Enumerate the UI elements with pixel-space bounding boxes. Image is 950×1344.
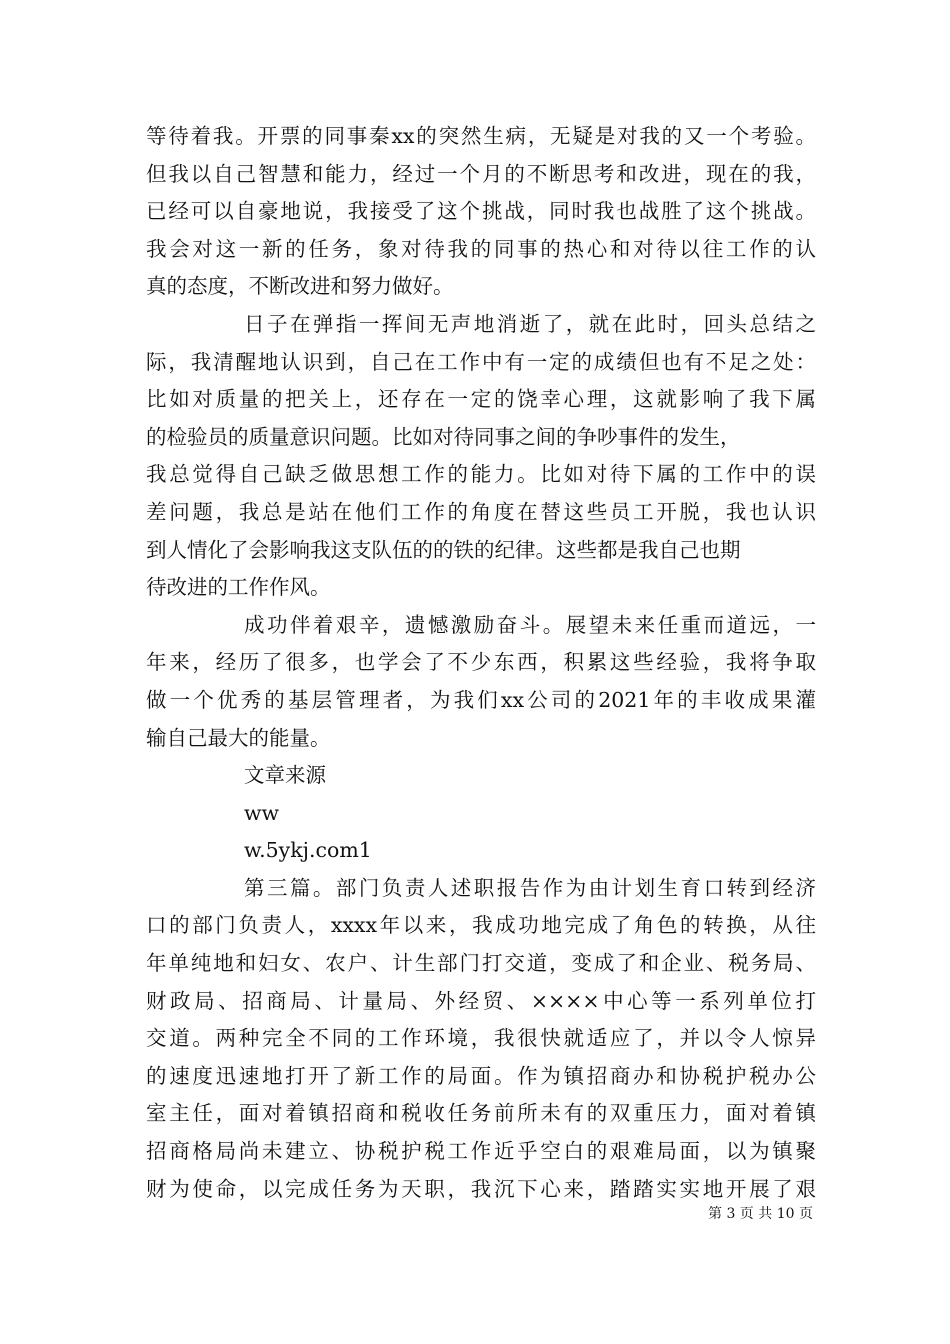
page-footer: 第 3 页 共 10 页	[708, 1206, 813, 1222]
text-line: 到人情化了会影响我这支队伍的的铁的纪律。这些都是我自己也期	[146, 537, 741, 562]
text-line: 室主任，面对着镇招商和税收任务前所未有的双重压力，面对着镇	[146, 1101, 816, 1126]
text-line: 的速度迅速地打开了新工作的局面。作为镇招商办和协税护税办公	[146, 1063, 816, 1088]
text-line: 待改进的工作作风。	[146, 575, 331, 600]
text-line: 年单纯地和妇女、农户、计生部门打交道，变成了和企业、税务局、	[146, 951, 816, 976]
text-line: 财政局、招商局、计量局、外经贸、××××中心等一系列单位打	[146, 988, 816, 1013]
text-line: 已经可以自豪地说，我接受了这个挑战，同时我也战胜了这个挑战。	[146, 199, 816, 224]
text-line: 比如对质量的把关上，还存在一定的饶幸心理，这就影响了我下属	[146, 387, 816, 412]
text-line: 真的态度，不断改进和努力做好。	[146, 274, 454, 299]
text-line: 成功伴着艰辛，遗憾激励奋斗。展望未来任重而道远，一	[244, 612, 816, 637]
text-line: ww	[244, 800, 280, 825]
text-line: 交道。两种完全不同的工作环境，我很快就适应了，并以令人惊异	[146, 1026, 816, 1051]
text-line: 口的部门负责人，xxxx年以来，我成功地完成了角色的转换，从往	[146, 913, 816, 938]
text-line: 我总觉得自己缺乏做思想工作的能力。比如对待下属的工作中的误	[146, 462, 816, 487]
text-line: 输自己最大的能量。	[146, 725, 331, 750]
text-line: 的检验员的质量意识问题。比如对待同事之间的争吵事件的发生，	[146, 424, 741, 449]
text-line: 年来，经历了很多，也学会了不少东西，积累这些经验，我将争取	[146, 650, 816, 675]
text-line: 财为使命，以完成任务为天职，我沉下心来，踏踏实实地开展了艰	[146, 1176, 816, 1201]
text-line: 但我以自己智慧和能力，经过一个月的不断思考和改进，现在的我，	[146, 161, 816, 186]
text-line: 日子在弹指一挥间无声地消逝了，就在此时，回头总结之	[244, 311, 816, 336]
text-line: 招商格局尚未建立、协税护税工作近乎空白的艰难局面，以为镇聚	[146, 1139, 816, 1164]
text-line: 差问题，我总是站在他们工作的角度在替这些员工开脱，我也认识	[146, 499, 816, 524]
text-line: w.5ykj.com1	[244, 838, 372, 863]
text-line: 际，我清醒地认识到，自己在工作中有一定的成绩但也有不足之处：	[146, 349, 816, 374]
text-line: 文章来源	[244, 763, 326, 788]
text-line: 第三篇。部门负责人述职报告作为由计划生育口转到经济	[244, 875, 816, 900]
text-line: 做一个优秀的基层管理者，为我们xx公司的2021年的丰收成果灌	[146, 687, 816, 712]
text-line: 我会对这一新的任务，象对待我的同事的热心和对待以往工作的认	[146, 236, 816, 261]
text-line: 等待着我。开票的同事秦xx的突然生病，无疑是对我的又一个考验。	[146, 124, 816, 148]
body-text	[146, 118, 816, 1208]
